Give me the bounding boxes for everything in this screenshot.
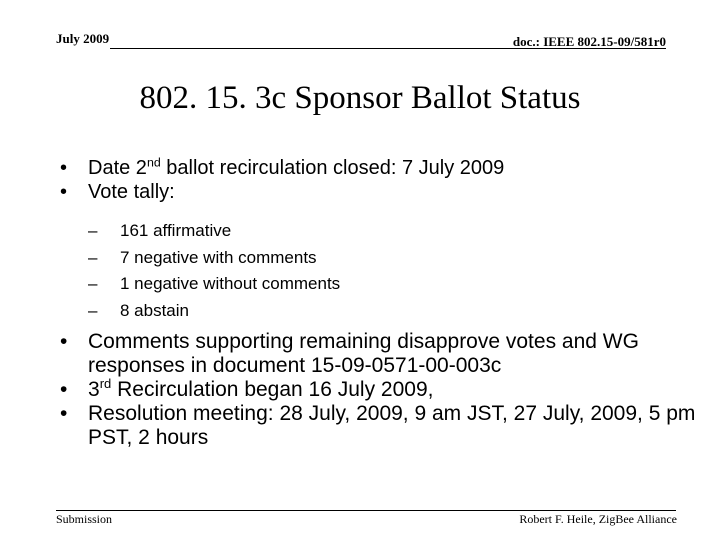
header-rule bbox=[110, 48, 666, 49]
dash-marker: – bbox=[88, 300, 98, 320]
bullet-dot: • bbox=[60, 181, 68, 203]
footer-submission: Submission bbox=[56, 512, 113, 526]
ordinal-suffix: rd bbox=[99, 376, 112, 391]
tally-item bbox=[88, 245, 700, 272]
tally-item bbox=[88, 218, 700, 245]
tally-item bbox=[88, 298, 700, 325]
dash-marker: – bbox=[88, 221, 98, 240]
bullet-dot: • bbox=[60, 157, 68, 179]
bullet-text: Recirculation began 16 July 2009, bbox=[111, 378, 434, 401]
bullet-dot: • bbox=[60, 402, 68, 425]
bullet-dot: • bbox=[60, 330, 68, 353]
tally-text: 161 affirmative bbox=[120, 221, 232, 240]
bullet-text: Vote tally: bbox=[88, 181, 175, 203]
tally-text: 7 negative with comments bbox=[120, 247, 317, 267]
bullet-text: 3 bbox=[88, 378, 100, 401]
bullet-text: Resolution meeting: 28 July, 2009, 9 am JST, 27 July, 2009, 5 pm PST, 2 hours bbox=[88, 402, 696, 449]
dash-marker: – bbox=[88, 247, 98, 267]
footer-rule bbox=[56, 510, 676, 511]
bullet-comments bbox=[60, 330, 700, 378]
bullet-text: Date 2 bbox=[88, 157, 147, 179]
dash-marker: – bbox=[88, 274, 98, 293]
header-doc-id: doc.: IEEE 802.15-09/581r0 bbox=[512, 34, 666, 49]
tally-item bbox=[88, 271, 700, 298]
slide-content bbox=[60, 156, 700, 450]
bullet-dot: • bbox=[60, 378, 68, 401]
tally-text: 1 negative without comments bbox=[120, 274, 341, 293]
bullet-text: ballot recirculation closed: 7 July 2009 bbox=[160, 157, 505, 179]
bullet-ballot-closed bbox=[60, 156, 700, 180]
ordinal-suffix: nd bbox=[146, 155, 161, 170]
bullet-text: Comments supporting remaining disapprove votes and WG responses in document 15-09-0571-00-003c bbox=[88, 330, 639, 377]
slide-title: 802. 15. 3c Sponsor Ballot Status bbox=[139, 80, 581, 116]
footer-author: Robert F. Heile, ZigBee Alliance bbox=[519, 512, 677, 526]
bullet-resolution-meeting bbox=[60, 402, 700, 450]
bullet-recirculation bbox=[60, 378, 700, 402]
tally-text: 8 abstain bbox=[120, 300, 189, 320]
header-date: July 2009 bbox=[56, 31, 110, 46]
tally-list bbox=[88, 218, 700, 324]
bullet-vote-tally bbox=[60, 180, 700, 204]
